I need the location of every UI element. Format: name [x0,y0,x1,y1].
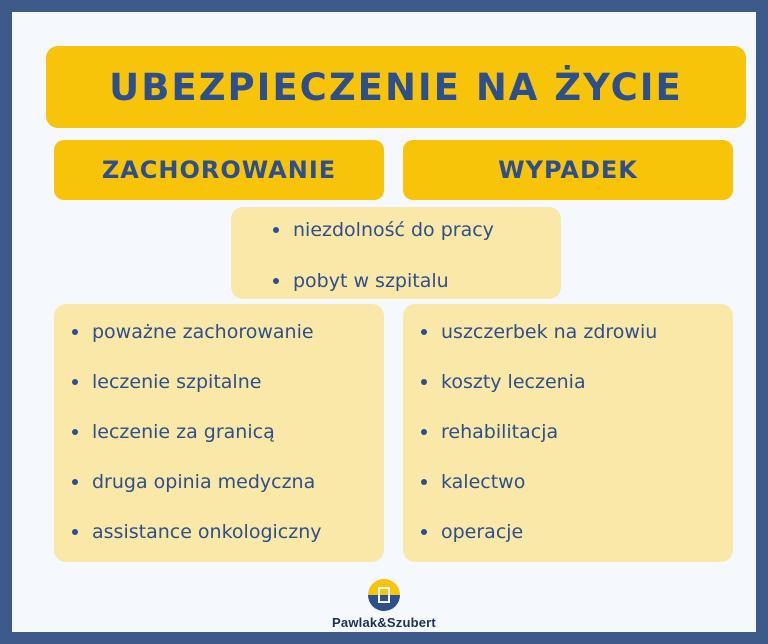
list-item: poważne zachorowanie [70,319,322,345]
list-item: leczenie za granicą [70,419,322,445]
list-item: kalectwo [419,469,657,495]
list-item: druga opinia medyczna [70,469,322,495]
accident-benefits-list [419,319,657,569]
category-label-right: WYPADEK [498,156,638,184]
accident-benefits-panel [403,304,733,562]
brand-name: Pawlak&Szubert [332,615,436,630]
list-item: koszty leczenia [419,369,657,395]
page-title: UBEZPIECZENIE NA ŻYCIE [109,65,683,109]
pawlak-szubert-logo-icon [367,578,401,612]
list-item: niezdolność do pracy [271,217,494,243]
brand-logo [12,578,756,630]
list-item: assistance onkologiczny [70,519,322,545]
title-banner [46,46,746,128]
illness-benefits-panel [54,304,384,562]
category-wypadek [403,140,733,200]
category-label-left: ZACHOROWANIE [101,156,337,184]
list-item: pobyt w szpitalu [271,268,494,294]
list-item: leczenie szpitalne [70,369,322,395]
list-item: operacje [419,519,657,545]
category-zachorowanie [54,140,384,200]
shared-benefits-panel [231,207,561,299]
illness-benefits-list [70,319,322,569]
list-item: uszczerbek na zdrowiu [419,319,657,345]
list-item: rehabilitacja [419,419,657,445]
infographic-frame [12,12,756,632]
